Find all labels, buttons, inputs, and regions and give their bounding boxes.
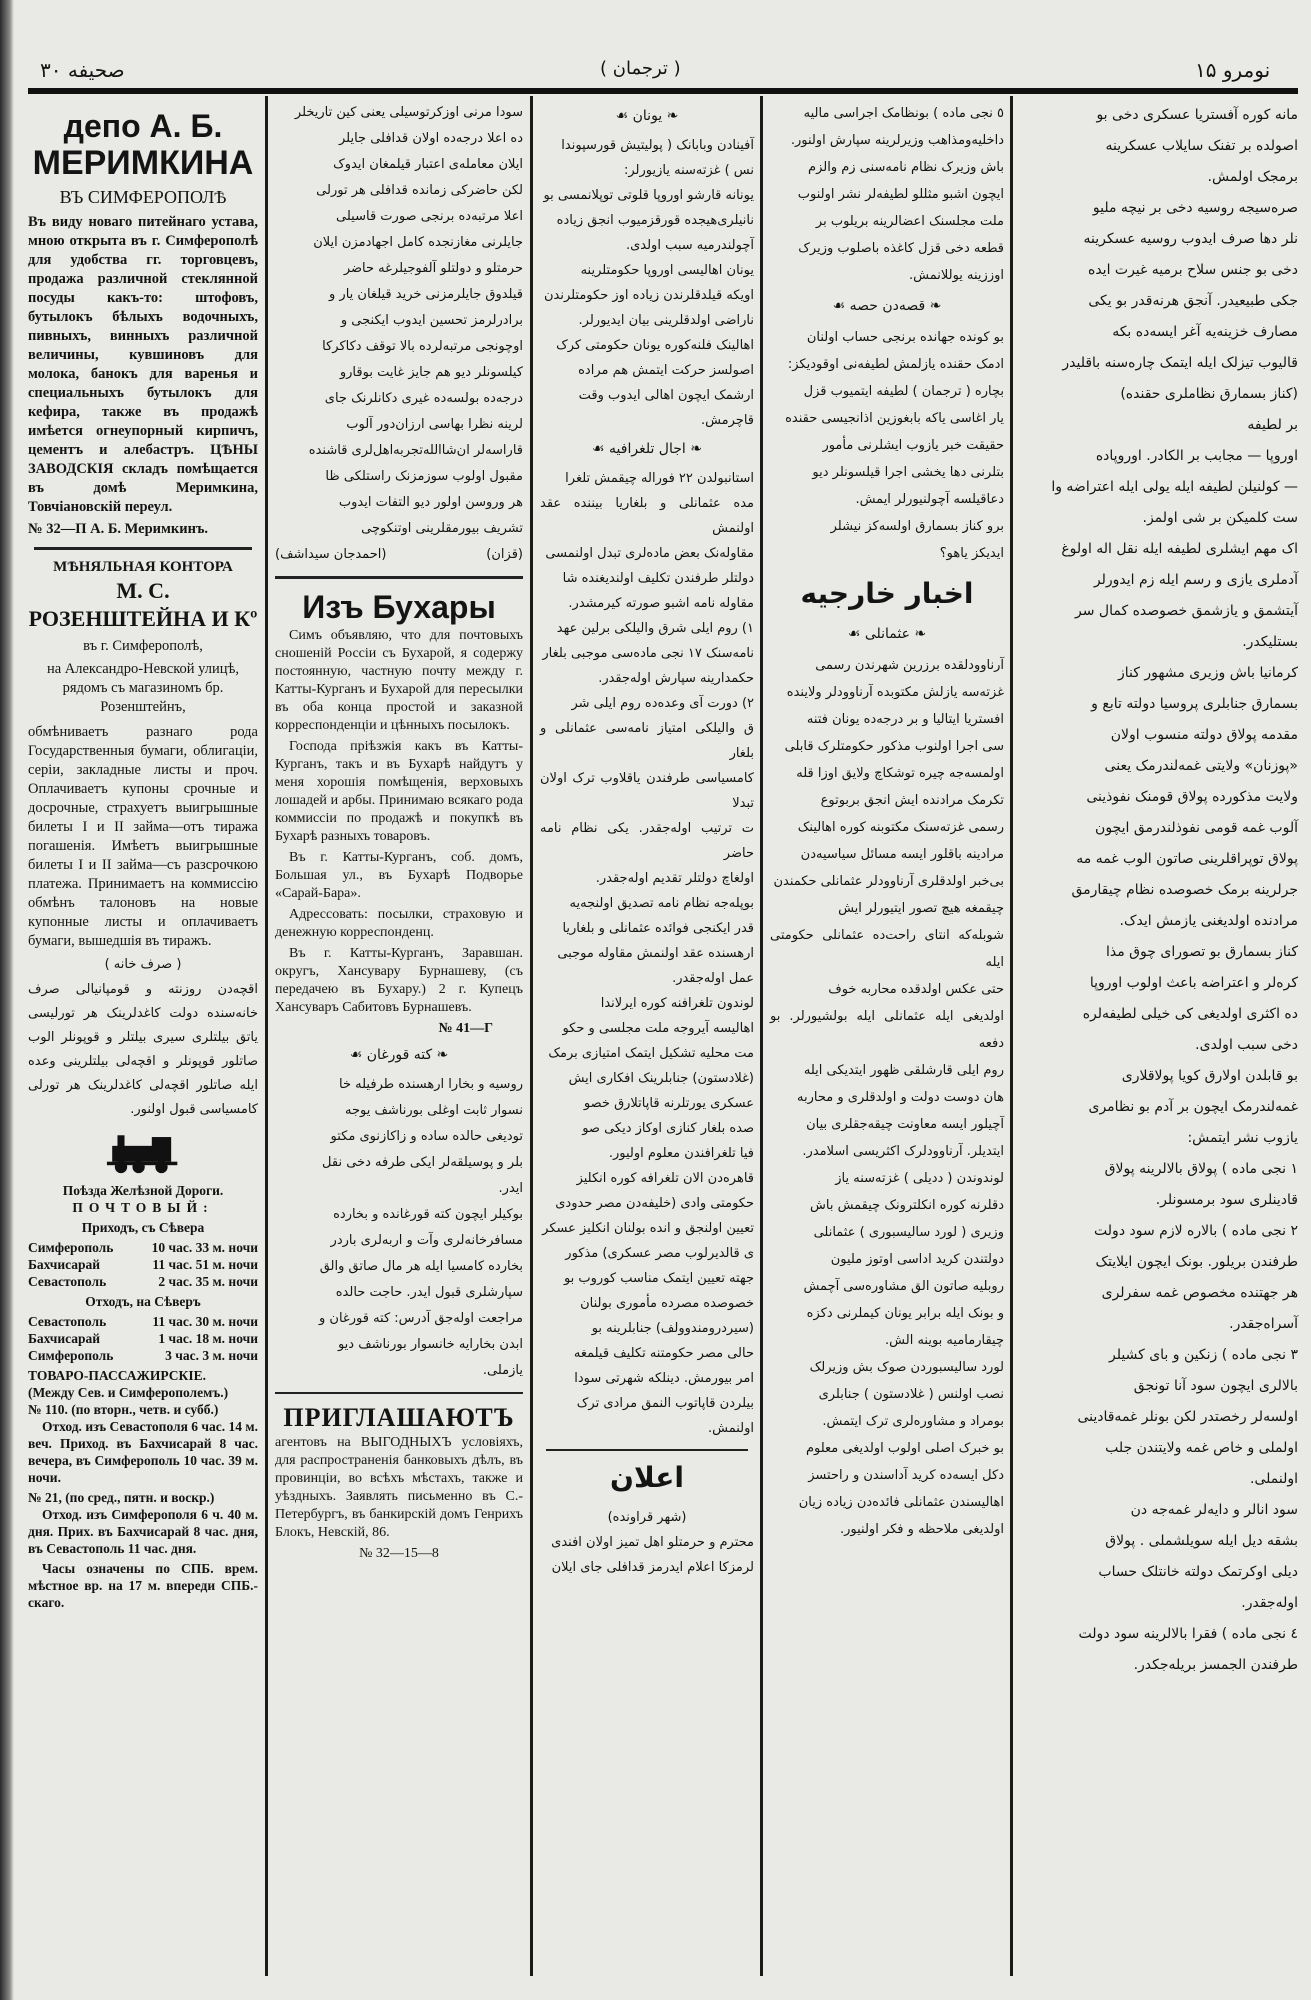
ad-title: МЕРИМКИНА	[32, 144, 254, 182]
divider	[275, 576, 523, 579]
text-line: ایلان معامله‌ی اعتبار قیلمغان ایدوک	[333, 157, 523, 172]
text-line: جایلرنی مغازنجده کامل اجهادمزن ایلان	[313, 235, 523, 250]
text-line: اصولده بر تفنک سایلاب عسکرینه	[1105, 138, 1298, 154]
text-line: اولنملی.	[1250, 1471, 1298, 1487]
ad-title: ПРИГЛАШАЮТЪ	[283, 1403, 515, 1432]
arrival-row	[28, 1239, 258, 1256]
text-line: یونان اهالیسی اوروپا حکومتلرینه	[580, 263, 754, 278]
text-line: برادرلرمز تحسین ایدوب ایکنجی و	[340, 313, 523, 328]
text-line: مقبول اولوب سوزمزنک راستلکی ظا	[325, 469, 523, 484]
text-line: عمل اوله‌جقدر.	[672, 971, 754, 986]
ad-paragraph: Въ г. Катты-Курганъ, соб. домъ, Большая ул., въ Бухарѣ Подворье «Сарай-Бара».	[275, 850, 523, 901]
text-line: نلر دها صرف ایدوب روسیه عسکرینه	[1083, 231, 1298, 247]
ad-title: депо А. Б.	[63, 108, 223, 144]
text-line: دکل ایسه‌ده کرید آداسندن و راحتسز	[808, 1468, 1004, 1483]
column-divider	[760, 96, 763, 1976]
text-line: شوبله‌که انتای راحت‌ده عثمانلی حکومتی ایله	[770, 928, 1004, 970]
text-line: ایدیکز یاهو؟	[939, 546, 1004, 561]
time: 1 час. 18 м. ночи	[158, 1331, 258, 1346]
text-line: ملت مجلسنک اعضالرینه بریلوب بر	[815, 214, 1004, 229]
telegraph-text	[540, 466, 754, 1441]
station: Бахчисарай	[28, 1257, 101, 1272]
text-line: تشریف بیورمقلرینی اوتنکوچی	[361, 521, 523, 536]
ottoman-text	[770, 652, 1004, 1543]
text-line: هر وروسن اولور دیو التفات ایدوب	[338, 495, 523, 510]
ad-paragraph: Адрессовать: посылки, страховую и денежную корреспонденц.	[275, 907, 523, 940]
text-line: بو قابلدن اولارق کویا پولاقلاری	[1121, 1068, 1298, 1084]
invite-ad	[269, 1402, 529, 1563]
foreign-news-heading: اخبار خارجیه	[800, 577, 974, 610]
text-line: بو کونده جهانده برنجی حساب اولنان	[806, 330, 1004, 345]
time: 11 час. 30 м. ночи	[152, 1314, 258, 1329]
text-line: دقلرنه کوره انکلترونک چیقمش باش	[809, 1198, 1004, 1213]
text-line: نسوار ثابت اوغلی بورناشف یوجه	[344, 1103, 523, 1118]
text-line: ده اعلا درجه‌ده اولان قدافلی جایلر	[338, 131, 523, 146]
text-line: اوچونجی مرتبه‌لرده بالا توقف دکاکرکا	[322, 339, 523, 354]
text-line: نامه‌سنک ۱۷ نجی ماده‌سی موجبی بلغار	[542, 646, 754, 661]
ad-paragraph: Господа пріѣзжія какъ въ Катты-Курганъ, такъ и въ Бухарѣ найдутъ у меня хорошія помѣщенія, верховыхъ лошадей и арбы. Принимаю всякаго рода коммиссіи по продажѣ и покупкѣ въ Бухарѣ разныхъ товаровъ.	[275, 739, 523, 844]
ad-paragraph: Симъ объявляю, что для почтовыхъ сношеній Россіи съ Бухарой, я содержу постоянную, частную почту между г. Катты-Курганъ и Бухарой для пересылки въ оба конца простой и заказной корреспонденціи и цѣнныхъ посылокъ.	[275, 628, 523, 733]
text-line: مقدمه پولاق دولته منسوب اولان	[1110, 727, 1298, 743]
text-line: آچولندرمیه سبب اولدی.	[625, 238, 754, 253]
text-line: ایتدیلر. آرناوودلرک اکثریسی اسلامدر.	[802, 1144, 1004, 1159]
text-line: سی اجرا اولنوب مذکور حکومتلرک قابلی	[784, 739, 1004, 754]
text-line: بر لطیفه	[1247, 417, 1298, 433]
text-line: ۳ نجی ماده ) زنکین و بای کشیلر	[1109, 1347, 1298, 1363]
section-heading-ottoman: ❧ عثمانلی ☙	[770, 621, 1004, 648]
text-line: مصارف خزینه‌یه آغر ایسه‌ده بکه	[1112, 324, 1298, 340]
ad-title: М. С. РОЗЕНШТЕЙНА И Кº	[28, 578, 258, 631]
text-line: اهالینک فلنه‌کوره یونان حکومتی کرک	[556, 338, 754, 353]
text-line: ده اکثری اولدیغی کی خیلی لطیفه‌لره	[1082, 1006, 1298, 1022]
text-line: سود انالر و دایه‌لر غمه‌جه دن	[1130, 1502, 1298, 1518]
train-110-text: Отход. изъ Севастополя 6 час. 14 м. веч. Приход. въ Бахчисарай 8 час. вечера, въ Симферополь 10 час. 39 м. ночи.	[28, 1419, 258, 1485]
text-line: برمجک اولمش.	[1207, 169, 1298, 185]
text-line: امر بیورمش. دینلکه شهرتی سودا	[574, 1371, 754, 1386]
text-line: سپارشلری قبول ایدر. حاجت حالده	[335, 1285, 523, 1300]
signature-city: (قزان)	[486, 547, 523, 562]
text-line: بالالری ایچون سود آنا تونجق	[1133, 1378, 1298, 1394]
text-line: اولدیغی ملاحظه و فکر اولنیور.	[840, 1522, 1004, 1537]
column-divider	[265, 96, 268, 1976]
bukhara-ad	[269, 587, 529, 1038]
arrival-row	[28, 1256, 258, 1273]
text-line: درجه‌ده بولسه‌ده غیری دکانلرنک جای	[324, 391, 523, 406]
ad-paragraph: Въ г. Катты-Курганъ, Заравшан. округъ, Хансувару Бурнашеву, (съ передачею въ Бухару.) 2 г. Купецъ Хансуваръ Сабитовъ Бурнашевъ.	[275, 946, 523, 1015]
ad-body: Въ виду новаго питейнаго устава, мною открыта въ г. Симферополѣ для удобства гг. торговцевъ, продажа различной стеклянной посуды какъ-то: штофовъ, бутылокъ бѣлыхъ водочныхъ, пивныхъ, винныхъ различной величины, кувшиновъ для молока, банокъ для варенья и специальныхъ бутылокъ для кефира, также въ продажѣ имѣется огнеупорный кирпичъ, цементъ и алебастръ. ЦѢНЫ ЗАВОДСКІЯ складъ помѣщается въ домѣ Меримкина, Товчіановскій переул.	[28, 214, 258, 515]
column-divider	[1010, 96, 1013, 1976]
text-line: لوندوندن ( ددیلی ) غزته‌سنه یاز	[835, 1171, 1004, 1186]
text-line: لوندون تلغرافنه کوره ایرلاندا	[600, 996, 754, 1011]
text-line: آچیلور ایسه معاونت چیقه‌جقلری بیان	[806, 1117, 1004, 1132]
text-line: ناراضی اولدقلرینی بیان ایدیورلر.	[578, 313, 754, 328]
section-heading-story: ❧ قصه‌دن حصه ☙	[770, 293, 1004, 320]
text-line: دولتندن کرید اداسی اوتوز ملیون	[830, 1252, 1004, 1267]
text-line: بشقه دیل ایله سویلشملی . پولاق	[1105, 1533, 1298, 1549]
notice-heading: اعلان	[610, 1461, 684, 1494]
text-line: طرفندن بریلور. بونک ایچون ایلایتک	[1095, 1254, 1298, 1270]
section-text	[275, 1072, 523, 1384]
text-line: بلر و پوسیلقه‌لر ایکی طرفه دخی نقل	[322, 1155, 523, 1170]
text-line: چیقارمامیه بوینه الش.	[885, 1333, 1004, 1348]
text-line: بخارده کامسیا ایله هر مال صاتق والق	[319, 1259, 523, 1274]
text-line: مقاوله نامه اشبو صورته کیرمشدر.	[568, 596, 754, 611]
text-line: اولملی و خاص غمه ولایتندن جلب	[1105, 1440, 1298, 1456]
cargo-title: ТОВАРО-ПАССАЖИРСКІЕ.	[28, 1368, 206, 1383]
text-line: قالیوب تیزلک ایله ایتمک چاره‌سنه باقلیدر	[1062, 355, 1298, 371]
locomotive-icon	[28, 1130, 258, 1180]
text-line: ست کلمیکن بر شی اولمز.	[1142, 510, 1298, 526]
text-line: بو خبرک اصلی اولوب اولدیغی معلوم	[805, 1441, 1004, 1456]
text-line: مانه کوره آفستریا عسکری دخی بو	[1096, 107, 1298, 123]
departure-row	[28, 1330, 258, 1347]
text-line: اک مهم ایشلری لطیفه ایله نقل اله اولوغ	[1061, 541, 1298, 557]
text-line: ی قالدیرلوب مصر عسکری) مذکور	[565, 1246, 754, 1261]
text-line: یازملی.	[482, 1363, 523, 1378]
station: Бахчисарай	[28, 1331, 101, 1346]
text-line: استانبولدن ۲۲ فوراله چیقمش تلغرا	[565, 471, 754, 486]
text-line: داخلیه‌ومذاهب وزیرلرینه سپارش اولنور.	[790, 133, 1004, 148]
text-line: جهته تعیین ایتمک مناسب کوروب بو	[563, 1271, 754, 1286]
text-line: غزته‌سه یازلش مکتوبده آرناوودلر ولاینده	[786, 685, 1004, 700]
text-line: بوپله‌جه نظام نامه تصدیق اولنجه‌یه	[569, 896, 754, 911]
text-line: ایچون اشبو مثللو لطیفه‌لر نشر اولنوب	[797, 187, 1004, 202]
text-line: ادمک حقنده یازلمش لطیفه‌نی اوقودیکز:	[787, 357, 1004, 372]
text-line: لکن حاضرکی زمانده قدافلی هر تورلی	[316, 183, 523, 198]
text-line: غمه‌لندرمک ایچون بر آدم بو نظامری	[1088, 1099, 1298, 1115]
ad-title: Изъ Бухары	[302, 589, 496, 625]
text-line: جکی طبیعیدر. آنجق هرنه‌قدر بو یکی	[1088, 293, 1298, 309]
text-line: بیلردن قاپاتوب النمق مرادی ترک	[576, 1396, 754, 1411]
text-line: اولنمش.	[708, 1421, 754, 1436]
signature	[269, 542, 529, 568]
text-line: مت محلیه تشکیل ایتمک امتیازی برمک	[548, 1046, 754, 1061]
text-line: ۱) روم ایلی شرق والیلکی برلین عهد	[556, 621, 754, 636]
ad-arabic-body: اقچه‌دن روزنته و قومپانیا‌لی صرف خانه‌سنده دولت کاغدلرینک هر تورلیسی یاتق بیلتلری سیری بیلتلر و قوپونلر الوب صاتلور قوپونلر و اقچه‌لی بیلتلرینی وعده ایله صاتلور اقچه‌لی کاغدلرینک هر تورلی کامسیاسی قبول اولنور.	[28, 982, 258, 1117]
text-line: مده عثمانلی و بلغاریا بیننده عقد اولنمش	[540, 496, 754, 536]
issue-number: نومرو ۱۵	[1195, 58, 1271, 82]
station: Симферополь	[28, 1348, 114, 1363]
divider	[275, 1392, 523, 1394]
law-text	[770, 100, 1004, 289]
text-line: یازوب نشر ایتمش:	[1187, 1130, 1298, 1146]
cargo-sub: (Между Сев. и Симферополемъ.)	[28, 1385, 229, 1400]
text-line: خصوصده مصرده مأموری بولنان	[580, 1296, 754, 1311]
text-line: کناز بسمارق بو تصورای چوق مذا	[1105, 944, 1298, 960]
header-rule	[28, 88, 1298, 94]
notice-sub: (شهر قراونده)	[607, 1510, 687, 1525]
text-line: حرمتلو و دولتلو آلفوجیلرغه حاضر	[343, 261, 523, 276]
text-line: نصب اولنس ( غلادستون ) جنابلری	[818, 1387, 1004, 1402]
text-line: لورد سالیسبوردن صوک بش وزیرلک	[809, 1360, 1004, 1375]
train-schedule	[28, 1182, 258, 1611]
text-line: رسمی غزته‌سنک مکتوبنه کوره اهالینک	[797, 820, 1004, 835]
text-line: ولایت مذکورده پولاق قومنک نفوذینی	[1086, 789, 1298, 805]
text-line: تودیغی حالده ساده و زاکازنوی مکتو	[330, 1129, 523, 1144]
text-line: بومراد و مشاوره‌لری ترک ایتمش.	[822, 1414, 1004, 1429]
text-line: حکومتی وادی (خلیفه‌دن مصر حدودی	[555, 1196, 754, 1211]
kattakurgan-section	[269, 1042, 529, 1384]
arrival-heading: Приходъ, съ Сѣвера	[81, 1220, 205, 1235]
time: 10 час. 33 м. ночи	[151, 1240, 258, 1255]
text-line: وزیری ( لورد سالیسبوری ) عثمانلی	[813, 1225, 1004, 1240]
text-line: فیا تلغرافندن معلوم اولیور.	[608, 1146, 754, 1161]
departure-heading: Отходъ, на Сѣверъ	[85, 1294, 201, 1309]
text-line: اوله‌جقدر.	[1241, 1595, 1298, 1611]
train-110: № 110. (по вторн., четв. и субб.)	[28, 1402, 219, 1417]
text-line: صده بلغار کنازی اوکاز دیکی صو	[582, 1121, 754, 1136]
column-4	[764, 100, 1010, 1543]
text-line: برو کناز بسمارق اولسه‌کز نیشلر	[830, 519, 1004, 534]
column-divider	[530, 96, 533, 1976]
text-line: دعاقیلسه آچولنیورلر ایمش.	[855, 492, 1004, 507]
text-line: بی‌خبر اولدقلری آرناوودلر عثمانلی حکمندن	[773, 874, 1004, 889]
rosenstein-ad	[28, 558, 258, 1122]
text-line: تکرمک مرادنده ایش انجق بربوتوع	[820, 793, 1004, 808]
text-line: (غلادستون) جنابلرینک افکاری ایش	[568, 1071, 754, 1086]
text-line: ایدر.	[498, 1181, 523, 1196]
text-line: اولدیغی ایله عثمانلی ایله بولشیورلر. بو دفعه	[770, 1009, 1004, 1051]
text-line: مراجعت اوله‌جق آدرس: کته قورغان و	[319, 1311, 523, 1326]
ad-number: № 41—Г	[438, 1021, 493, 1036]
text-line: یار اغاسی یاکه بابغوزین اذانجیسی حقنده	[785, 411, 1004, 426]
divider	[34, 547, 252, 550]
train-21-text: Отход. изъ Симферополя 6 ч. 40 м. дня. Прих. въ Бахчисарай 8 час. дня, въ Севастополь 11 час. дня.	[28, 1507, 258, 1556]
notice-text	[540, 1530, 754, 1580]
text-line: حقیقت خبر یازوب ایشلرنی مأمور	[822, 438, 1004, 453]
column-3	[534, 100, 760, 1580]
section-heading: ❧ کته قورغان ☙	[275, 1042, 523, 1068]
text-line: بچاره ( ترجمان ) لطیفه ایتمیوب قزل	[803, 384, 1004, 399]
text-line: ت ترتیب اوله‌جقدر. یکی نظام نامه حاضر	[540, 821, 754, 861]
ad-city: ВЪ СИМФЕРОПОЛѢ	[59, 187, 227, 207]
time: 2 час. 35 м. ночи	[158, 1274, 258, 1289]
arrival-row	[28, 1273, 258, 1290]
text-line: دیلی اوکرتمک دولته خانتلک حساب	[1098, 1564, 1298, 1580]
text-line: نس ) غزته‌سنه یازیورلر:	[624, 163, 754, 178]
text-line: صره‌سیجه روسیه دخی بر نیچه ملیو	[1092, 200, 1298, 216]
signature-name: (احمدجان سیداشف)	[275, 547, 387, 562]
text-line: قیلدوق جایلرمزنی خرید قیلغان یار و	[329, 287, 523, 302]
text-line: دخی بو جنس سلاح برمیه غیرت ایده	[1087, 262, 1298, 278]
text-line: اهالیسه آیروجه ملت مجلسی و حکو	[562, 1021, 754, 1036]
text-line: ابدن بخارایه خانسوار بورناشف دیو	[337, 1337, 523, 1352]
ad-address: на Александро-Невской улицѣ, рядомъ съ магазиномъ бр. Розенштейнъ,	[46, 661, 240, 715]
text-line: کیلسونلر دیو هم جایز غایت بوقارو	[339, 365, 523, 380]
text-line: آدملری یازی و رسم ایله زم ایدورلر	[1093, 572, 1298, 588]
text-line: ٥ نجی ماده ) بونظامک اجراسی مالیه	[803, 106, 1004, 121]
station: Севастополь	[28, 1274, 107, 1289]
section-heading-greece: ❧ یونان ☙	[540, 104, 754, 129]
text-line: مسافرخانه‌لری وآت و اربه‌لری باردر	[330, 1233, 523, 1248]
text-line: طرفندن الجمسز بریله‌جکدر.	[1133, 1657, 1298, 1673]
story-text	[770, 324, 1004, 567]
text-line: آیتشمق و یازشمق خصوصده کمال سر	[1075, 603, 1298, 619]
time: 11 час. 51 м. ночи	[152, 1257, 258, 1272]
text-line: حتی عکس اولدقده محاربه خوف	[828, 982, 1004, 997]
text-line: قاراسه‌لر ان‌شاالله‌تجربه‌اهل‌لری قاشنده	[308, 443, 523, 458]
ad-body: обмѣниваетъ разнаго рода Государственныя бумаги, облигаціи, серіи, закладные листы и проч. Оплачиваетъ купоны срочные и досрочные, страхуетъ выигрышные билеты I и II займа—отъ тиража погашенія. Имѣетъ выигрышные билеты I и II займа—съ разсрочкою платежа. Принимаетъ на коммиссію обмѣнъ талоновъ на новые купонные листы и оплачиваетъ бумаги, вышедшія въ тиражъ.	[28, 724, 258, 949]
time-note: Часы означены по СПБ. врем. мѣстное вр. на 17 м. впереди СПБ.-скаго.	[28, 1561, 258, 1610]
text-line: اولغاچ دولتلر تقدیم اوله‌جقدر.	[595, 871, 754, 886]
text-line: اصولسز حرکت ایتمش هم مراده	[578, 363, 754, 378]
ad-number: № 32—15—8	[359, 1546, 439, 1561]
column-2	[269, 100, 529, 1563]
text-line: افستریا ایتالیا و بر درجه‌ده یونان فتنه	[806, 712, 1004, 727]
text-line: اولمسه‌جه چیره توشکاچ ولایق اوزا قله	[796, 766, 1004, 781]
text-line: اولسه‌لر رخصتدر لکن بونلر غمه‌قادینی	[1077, 1409, 1298, 1425]
schedule-post: ПОЧТОВЫЙ:	[72, 1200, 214, 1215]
text-line: هان دوست دولت و اولدقلری و محاربه	[797, 1090, 1004, 1105]
ad-city: въ г. Симферополѣ,	[83, 638, 203, 654]
text-line: بسمارق جنابلری پروسیا دولته تابع و	[1091, 696, 1298, 712]
ad-body: агентовъ на ВЫГОДНЫХЪ условіяхъ, для распространенія банковыхъ дѣлъ, въ провинціи, во всѣхъ мѣстахъ, также и уѣздныхъ. Заявлять письменно въ С.-Петербургъ, въ банкирскій домъ Генрихъ Блокъ, Невскій, 86.	[275, 1435, 523, 1540]
text-line: ٤ نجی ماده ) فقرا بالالرینه سود دولت	[1078, 1626, 1298, 1642]
text-line: (کناز بسمارق نظاملری حقنده)	[1120, 386, 1298, 402]
schedule-title: Поѣзда Желѣзной Дороги.	[62, 1183, 224, 1198]
text-line: قاهره‌دن الان تلغرافه کوره انکلیز	[576, 1171, 754, 1186]
text-line: روبلیه صاتون الق مشاوره‌سی آچمش	[803, 1279, 1004, 1294]
text-line: باش وزیرک نظام نامه‌سنی زم والزم	[808, 160, 1004, 175]
text-line: هر جهتنده مخصوص غمه سفرلری	[1101, 1285, 1298, 1301]
text-line: بستلیکدر.	[1242, 634, 1298, 650]
text-line: ارهسنده عقد اولنمش مقاوله موجبی	[557, 946, 754, 961]
text-line: بوکیلر ایچون کته قورغانده و بخارده	[333, 1207, 523, 1222]
text-line: اوززینه یوللانمش.	[909, 268, 1004, 283]
text-line: قاچرمش.	[700, 413, 754, 428]
merimkin-ad	[28, 108, 258, 539]
text-line: قطعه دخی قزل کاغذه باصلوب وزیرک	[798, 241, 1004, 256]
text-line: «پوزنان» ولایتی غمه‌لندرمک یعنی	[1104, 758, 1298, 774]
greece-text	[540, 133, 754, 433]
text-line: و بونک ایله برابر یونان کیملرنی دکزه	[806, 1306, 1004, 1321]
divider	[546, 1449, 748, 1451]
time: 3 час. 3 м. ночи	[165, 1348, 258, 1363]
page-edge-shadow	[0, 0, 14, 2000]
text-line: ۲ نجی ماده ) بالاره لازم سود دولت	[1094, 1223, 1298, 1239]
departure-row	[28, 1347, 258, 1364]
text-line: اهالیسندن عثمانلی فائده‌دن زیاده زیان	[798, 1495, 1004, 1510]
station: Севастополь	[28, 1314, 107, 1329]
ad-title: МѢНЯЛЬНАЯ КОНТОРА	[53, 559, 233, 575]
column-5	[1014, 100, 1304, 1681]
text-line: حالی مصر حکومتنه تکلیف قیلمغه	[573, 1346, 754, 1361]
text-line: (سیردرومندوولف) جنابلرینه بو	[591, 1321, 754, 1336]
text-line: سودا مرنی اوزکرتوسیلی یعنی کین تاریخلر	[294, 105, 523, 120]
text-line: کره‌لر و اعتراضه باعث اولوب اوروپا	[1089, 975, 1298, 991]
text-line: یونانه قارشو اوروپا قلوتی توپلانمسی بو	[543, 188, 754, 203]
text-line: دولتلر طرفندن تکلیف اولندیغنده شا	[562, 571, 754, 586]
text-line: اعلا مرتبه‌ده برنجی صورت قاسیلی	[336, 209, 523, 224]
text-line: چیقمغه هیچ تصور ایتیورلر ایش	[838, 901, 1004, 916]
text-line: مرادینه باقلور ایسه مسائل سیاسیه‌دن	[800, 847, 1004, 862]
text-line: آرناوودلقده برزرین شهرندن رسمی	[815, 658, 1004, 673]
ad-footer: № 32—П А. Б. Меримкинъ.	[28, 521, 209, 537]
text-line: دخی سبب اولدی.	[1195, 1037, 1298, 1053]
text-line: روسیه و بخارا ارهسنده طرفیله خا	[339, 1077, 523, 1092]
station: Симферополь	[28, 1240, 114, 1255]
bismarck-article-text	[1020, 100, 1298, 1681]
text-line: جرلرینه برمک خصوصده نظام چیقارمق	[1071, 882, 1298, 898]
text-line: ۲) دورت آی وعده‌ده روم ایلی شر	[571, 696, 754, 711]
text-line: اویکه قیلدقلرندن زیاده اوز حکومتلرندن	[543, 288, 754, 303]
text-line: کرمانیا باش وزیری مشهور کناز	[1117, 665, 1298, 681]
text-line: قدر ایکنجی فوائده عثمانلی و بلغاریا	[562, 921, 754, 936]
text-line: اوروپا — مجابب بر الکادر. اوروپاده	[1095, 448, 1298, 464]
russian-ads-column	[22, 100, 264, 1614]
text-line: مقاوله‌نک بعض ماده‌لری تبدل اولنمسی	[545, 546, 754, 561]
section-heading-telegraph: ❧ اجال تلغرافیه ☙	[540, 437, 754, 462]
text-line: ارشمک ایچون اهالی ایدوب وقت	[578, 388, 754, 403]
page-number: صحیفه ۳۰	[40, 58, 125, 82]
text-line: عسکری یورتلرنه قاپاتلارق خصو	[583, 1096, 754, 1111]
text-line: ۱ نجی ماده ) پولاق بالالرینه پولاق	[1104, 1161, 1298, 1177]
text-line: نانیلری‌هیجده قورقزمیوب انجق زیاده	[556, 213, 754, 228]
text-line: مرادنده اولدیغنی یازمش ایدک.	[1119, 913, 1298, 929]
text-line: حکمدارینه سپارش اوله‌جقدر.	[598, 671, 754, 686]
text-line: محترم و حرمتلو اهل تمیز اولان افندی	[551, 1535, 754, 1550]
text-line: آفینادن وبابانک ( پولیتیش قورسپوندا	[561, 138, 754, 153]
text-line: آلوب غمه قومی نفوذلندرمق ایچون	[1095, 820, 1298, 836]
text-line: ق والیلکی امتیاز نامه‌سی عثمانلی و بلغار	[540, 721, 754, 761]
text-line: — کولنیلن لطیفه ایله یولی ایله اعتراضه وا	[1051, 479, 1298, 495]
text-line: قادینلری سود برمسونلر.	[1155, 1192, 1298, 1208]
tea-ad-text	[269, 100, 529, 542]
text-line: روم ایلی قارشلقی ظهور ایتدیکی ایله	[803, 1063, 1004, 1078]
text-line: لرینه نظرا بهاسی ارزان‌دور آلوب	[346, 417, 523, 432]
text-line: بتلرنی دها یخشی اجرا قیلسونلر دیو	[812, 465, 1004, 480]
train-21: № 21, (по сред., пятн. и воскр.)	[28, 1490, 215, 1505]
text-line: آسراه‌جقدر.	[1229, 1316, 1298, 1332]
departure-row	[28, 1313, 258, 1330]
text-line: کامسیاسی طرفندن یاقلاوب ترک اولان تبدلا	[540, 771, 754, 811]
text-line: تعیین اولنجق و انده بولنان انکلیز عسکر	[542, 1221, 754, 1236]
text-line: لرمزکا اعلام ایدرمز قدافلی جای ایلان	[551, 1560, 754, 1575]
newspaper-title: ( ترجمان )	[600, 58, 681, 79]
text-line: پولاق توپراقلرینی صاتون الوب غمه مه	[1076, 851, 1298, 867]
ad-arabic-caption: ( صرف خانه )	[104, 957, 182, 972]
